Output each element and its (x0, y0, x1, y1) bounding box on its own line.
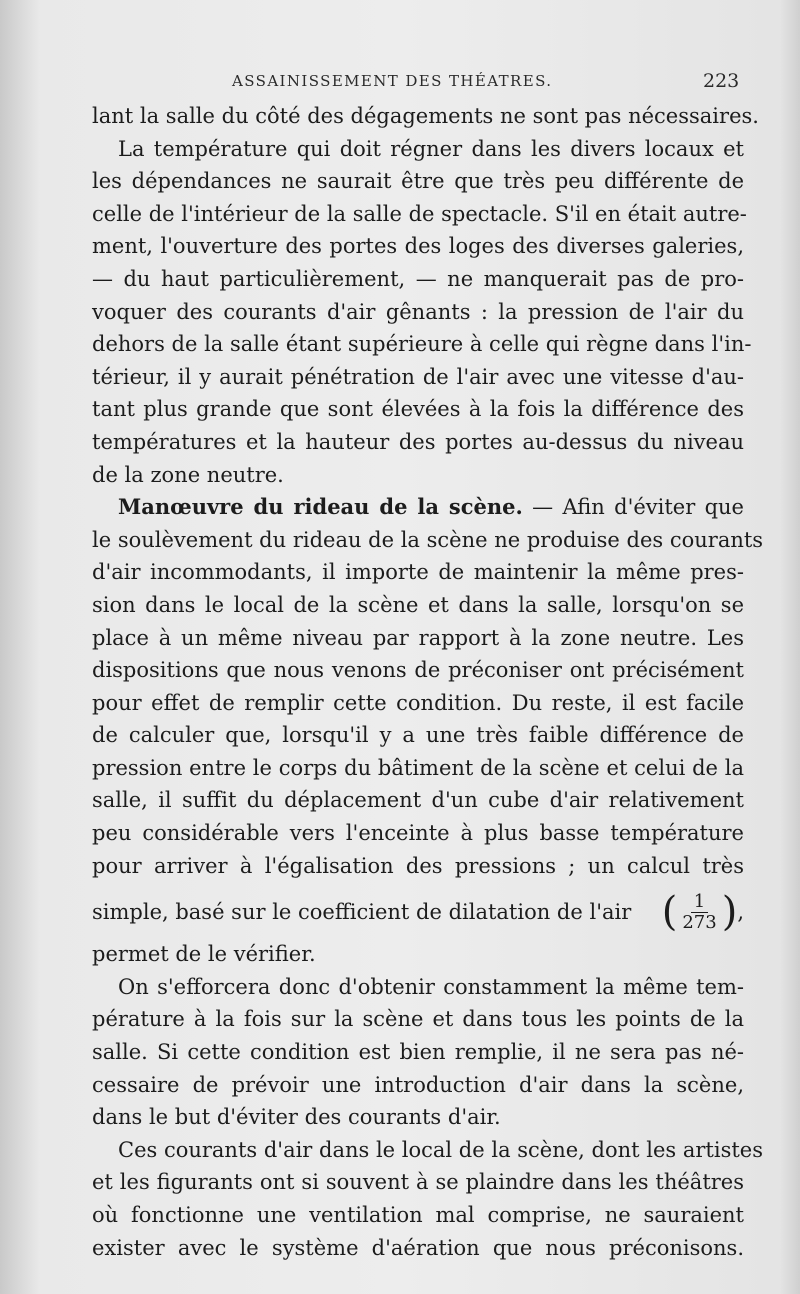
text-line: sion dans le local de la scène et dans la salle, lorsqu'on se (92, 592, 744, 617)
text-line: exister avec le système d'aération que nous préconisons. (92, 1235, 744, 1260)
text-line: permet de le vérifier. (92, 942, 316, 967)
running-title: ASSAINISSEMENT DES THÉATRES. (232, 72, 553, 90)
page-header (0, 68, 800, 98)
text-line: pour arriver à l'égalisation des pressions ; un calcul très (92, 853, 744, 878)
text-line: d'air incommodants, il importe de maintenir la même pres- (92, 560, 744, 585)
text-line: températures et la hauteur des portes au-dessus du niveau (92, 429, 744, 454)
text-line: place à un même niveau par rapport à la zone neutre. Les (92, 625, 744, 650)
close-paren: ) (721, 889, 738, 936)
text-line: térieur, il y aurait pénétration de l'air avec une vitesse d'au- (92, 364, 744, 389)
text-line: dispositions que nous venons de préconiser ont précisément (92, 658, 744, 683)
section-heading: Manœuvre du rideau de la scène. (118, 494, 523, 520)
open-paren: ( (661, 889, 678, 936)
text-line: lant la salle du côté des dégagements ne sont pas nécessaires. (92, 104, 759, 128)
page-number: 223 (703, 70, 740, 92)
text-line: les dépendances ne saurait être que très peu différente de (92, 169, 744, 194)
text-line: salle, il suffit du déplacement d'un cube d'air relativement (92, 788, 744, 813)
fraction-numerator: 1 (691, 892, 708, 913)
trailing-comma: , (737, 900, 744, 925)
text-line: Ces courants d'air dans le local de la scène, dont les artistes (118, 1137, 763, 1162)
text-line: — du haut particulièrement, — ne manquerait pas de pro- (92, 266, 744, 291)
text-line: ment, l'ouverture des portes des loges des diverses galeries, (92, 234, 744, 259)
text-line: peu considérable vers l'enceinte à plus basse température (92, 821, 744, 846)
text-line: pour effet de remplir cette condition. Du reste, il est facile (92, 690, 744, 715)
text-line: où fonctionne une ventilation mal comprise, ne sauraient (92, 1203, 744, 1227)
body-text (92, 100, 764, 1264)
text-line (92, 491, 744, 524)
text-line: salle. Si cette condition est bien remplie, il ne sera pas né- (92, 1040, 744, 1065)
text-line: La température qui doit régner dans les divers locaux et (118, 136, 744, 161)
text-line: pression entre le corps du bâtiment de la scène et celui de la (92, 755, 744, 780)
text-line: et les figurants ont si souvent à se plaindre dans les théâtres (92, 1170, 744, 1195)
fraction (679, 892, 719, 933)
text-line: le soulèvement du rideau de la scène ne produise des courants (92, 527, 764, 552)
heading-continuation: — Afin d'éviter que (532, 495, 744, 520)
text-line: de calculer que, lorsqu'il y a une très faible différence de (92, 723, 744, 748)
fraction-denominator: 273 (682, 911, 717, 933)
text-line: celle de l'intérieur de la salle de spectacle. S'il en était autre- (92, 201, 747, 226)
text-line: cessaire de prévoir une introduction d'air dans la scène, (92, 1072, 744, 1097)
text-line: dans le but d'éviter des courants d'air. (92, 1105, 501, 1130)
text-line: tant plus grande que sont élevées à la fois la différence des (92, 397, 744, 422)
fraction-expression (661, 889, 744, 936)
formula-line (92, 886, 744, 938)
formula-line-text: simple, basé sur le coefficient de dilatation de l'air (92, 900, 632, 925)
text-line: dehors de la salle étant supérieure à celle qui règne dans l'in- (92, 332, 752, 357)
text-line: pérature à la fois sur la scène et dans tous les points de la (92, 1007, 744, 1032)
text-line: de la zone neutre. (92, 462, 284, 487)
text-line: On s'efforcera donc d'obtenir constamment la même tem- (118, 974, 744, 999)
text-line: voquer des courants d'air gênants : la pression de l'air du (92, 299, 744, 324)
